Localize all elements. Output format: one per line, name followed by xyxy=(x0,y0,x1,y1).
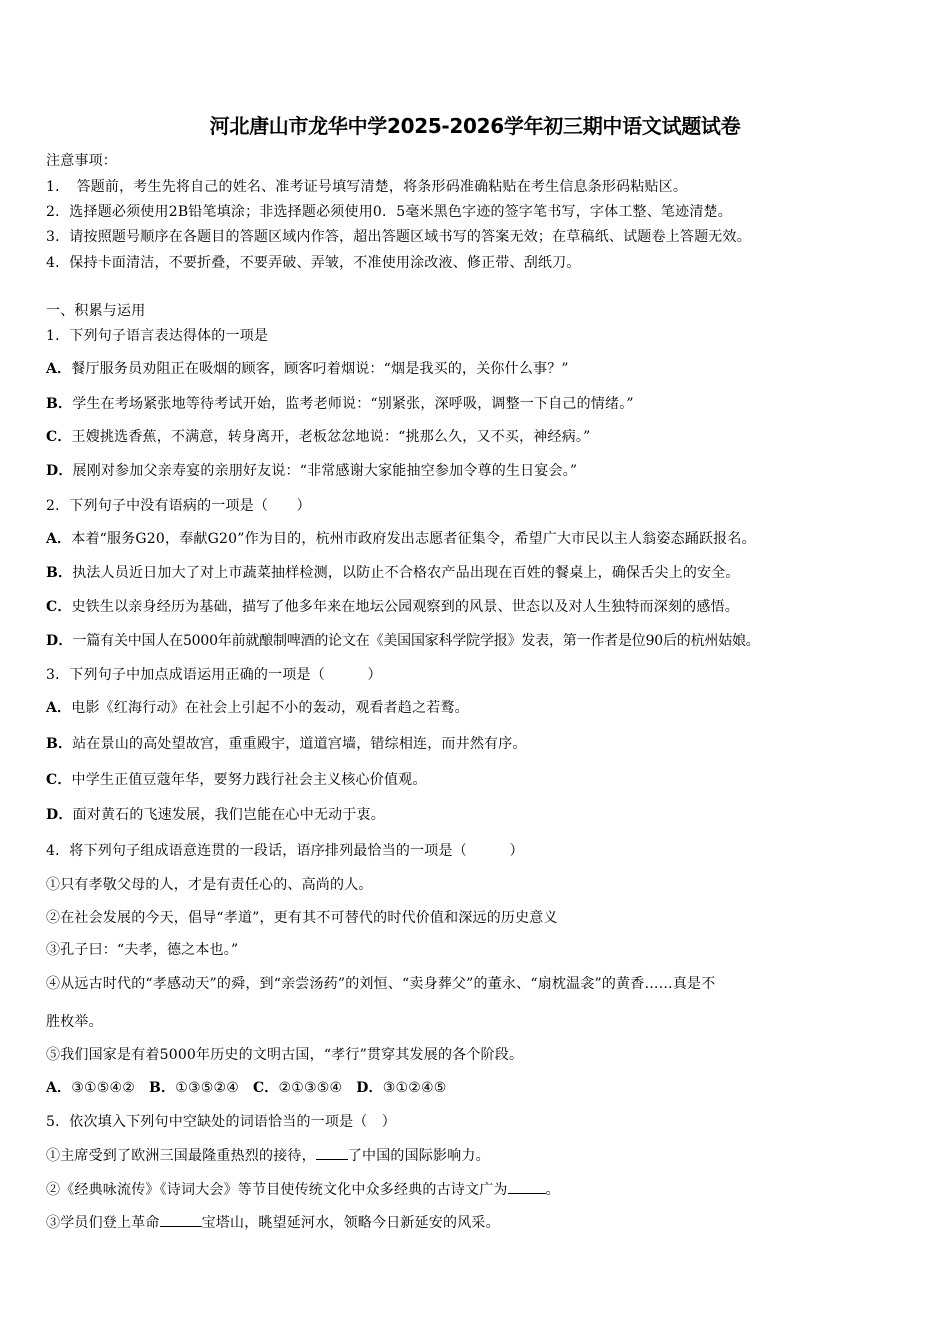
page-title: 河北唐山市龙华中学2025-2026学年初三期中语文试题试卷 xyxy=(209,114,741,138)
option-text: 学生在考场紧张地等待考试开始，监考老师说：“别紧张，深呼吸，调整一下自己的情绪。” xyxy=(72,396,634,412)
option-text: 餐厅服务员劝阻正在吸烟的顾客，顾客叼着烟说：“烟是我买的，关你什么事？” xyxy=(71,361,569,377)
sentence xyxy=(46,1181,916,1199)
sentence-text: ①主席受到了欧洲三国最隆重热烈的接待， xyxy=(46,1148,316,1164)
option-text: ③①②④⑤ xyxy=(382,1080,447,1096)
option-b xyxy=(46,564,916,582)
option-text: 中学生正值豆蔻年华，要努力践行社会主义核心价值观。 xyxy=(71,772,427,788)
option-a xyxy=(46,360,916,378)
option-label: B． xyxy=(46,396,73,412)
option-text: 电影《红海行动》在社会上引起不小的轰动，观看者趋之若鹜。 xyxy=(71,700,469,716)
option-text: 一篇有关中国人在5000年前就酿制啤酒的论文在《美国国家科学院学报》发表，第一作者是位90后的杭州姑娘。 xyxy=(72,633,760,649)
notice-item: 3．请按照题号顺序在各题目的答题区域内作答，超出答题区域书写的答案无效；在草稿纸、试题卷上答题无效。 xyxy=(46,229,751,245)
notice-heading: 注意事项： xyxy=(46,153,117,169)
option-text: ②①③⑤④ xyxy=(278,1080,343,1096)
sentence xyxy=(46,1147,916,1165)
option-text: ①③⑤②④ xyxy=(175,1080,239,1096)
sentence: ④从远古时代的“孝感动天”的舜，到“亲尝汤药”的刘恒、“卖身葬父”的董永、“扇枕温衾”的黄香……真是不 xyxy=(46,976,716,992)
option-text: 史铁生以亲身经历为基础，描写了他多年来在地坛公园观察到的风景、世态以及对人生独特而深刻的感悟。 xyxy=(71,599,739,615)
option-label: C． xyxy=(46,772,72,788)
option-text: 本着“服务G20，奉献G20”作为目的，杭州市政府发出志愿者征集令，希望广大市民以主人翁姿态踊跃报名。 xyxy=(71,531,756,547)
answer-options xyxy=(46,1079,916,1097)
option-text: 执法人员近日加大了对上市蔬菜抽样检测，以防止不合格农产品出现在百姓的餐桌上，确保舌尖上的安全。 xyxy=(72,565,740,581)
notice-item: 1． 答题前，考生先将自己的姓名、准考证号填写清楚，将条形码准确粘贴在考生信息条形码粘贴区。 xyxy=(46,179,688,195)
sentence-text: 宝塔山，眺望延河水，领略今日新延安的风采。 xyxy=(201,1215,500,1231)
sentence: ①只有孝敬父母的人，才是有责任心的、高尚的人。 xyxy=(46,877,373,893)
option-label: A． xyxy=(46,700,72,716)
sentence: ③孔子曰：“夫孝，德之本也。” xyxy=(46,942,239,958)
option-label: A． xyxy=(46,361,72,377)
option-text: 王嫂挑选香蕉，不满意，转身离开，老板忿忿地说：“挑那么久，又不买，神经病。” xyxy=(71,429,591,445)
question-stem: 5．依次填入下列句中空缺处的词语恰当的一项是（ ） xyxy=(46,1114,396,1130)
option-text: ③①⑤④② xyxy=(71,1080,136,1096)
option-d xyxy=(46,806,916,824)
option-a xyxy=(46,530,916,548)
option-label: D． xyxy=(356,1080,383,1096)
fill-blank xyxy=(316,1147,348,1160)
sentence: ②在社会发展的今天，倡导“孝道”，更有其不可替代的时代价值和深远的历史意义 xyxy=(46,910,558,926)
sentence-text: ②《经典咏流传》《诗词大会》等节目使传统文化中众多经典的古诗文广为 xyxy=(46,1182,508,1198)
notice-item: 2．选择题必须使用2B铅笔填涂；非选择题必须使用0．5毫米黑色字迹的签字笔书写，字体工整、笔迹清楚。 xyxy=(46,204,732,220)
option-text: 展刚对参加父亲寿宴的亲朋好友说：“非常感谢大家能抽空参加令尊的生日宴会。” xyxy=(72,463,578,479)
option-label: B． xyxy=(46,565,73,581)
fill-blank xyxy=(508,1181,546,1194)
option-label: B． xyxy=(148,1080,176,1096)
option-label: A． xyxy=(46,531,72,547)
option-c xyxy=(46,771,916,789)
option-label: C． xyxy=(46,429,72,445)
notice-item: 4．保持卡面清洁，不要折叠，不要弄破、弄皱，不准使用涂改液、修正带、刮纸刀。 xyxy=(46,255,581,271)
section-heading: 一、积累与运用 xyxy=(46,303,146,319)
option-label: B． xyxy=(46,736,73,752)
option-d xyxy=(46,462,916,480)
option-b xyxy=(46,735,916,753)
sentence-text: 。 xyxy=(545,1182,560,1198)
option-d xyxy=(46,632,916,650)
sentence xyxy=(46,1214,916,1232)
sentence: ⑤我们国家是有着5000年历史的文明古国，“孝行”贯穿其发展的各个阶段。 xyxy=(46,1047,524,1063)
question-stem: 4．将下列句子组成语意连贯的一段话，语序排列最恰当的一项是（ ） xyxy=(46,843,524,859)
option-text: 面对黄石的飞速发展，我们岂能在心中无动于衷。 xyxy=(72,807,385,823)
option-label: D． xyxy=(46,807,73,823)
sentence-continued: 胜枚举。 xyxy=(46,1014,103,1030)
question-stem: 3．下列句子中加点成语运用正确的一项是（ ） xyxy=(46,667,382,683)
fill-blank xyxy=(160,1214,202,1227)
question-stem: 1．下列句子语言表达得体的一项是 xyxy=(46,328,269,344)
option-label: A． xyxy=(46,1080,72,1096)
sentence-text: 了中国的国际影响力。 xyxy=(347,1148,490,1164)
question-stem: 2．下列句子中没有语病的一项是（ ） xyxy=(46,498,311,514)
option-label: D． xyxy=(46,633,73,649)
option-c xyxy=(46,598,916,616)
sentence-text: ③学员们登上革命 xyxy=(46,1215,160,1231)
option-label: C． xyxy=(46,599,72,615)
option-text: 站在景山的高处望故宫，重重殿宇，道道宫墙，错综相连，而井然有序。 xyxy=(72,736,527,752)
option-label: D． xyxy=(46,463,73,479)
option-label: C． xyxy=(252,1080,279,1096)
option-c xyxy=(46,428,916,446)
option-a xyxy=(46,699,916,717)
option-b xyxy=(46,395,916,413)
